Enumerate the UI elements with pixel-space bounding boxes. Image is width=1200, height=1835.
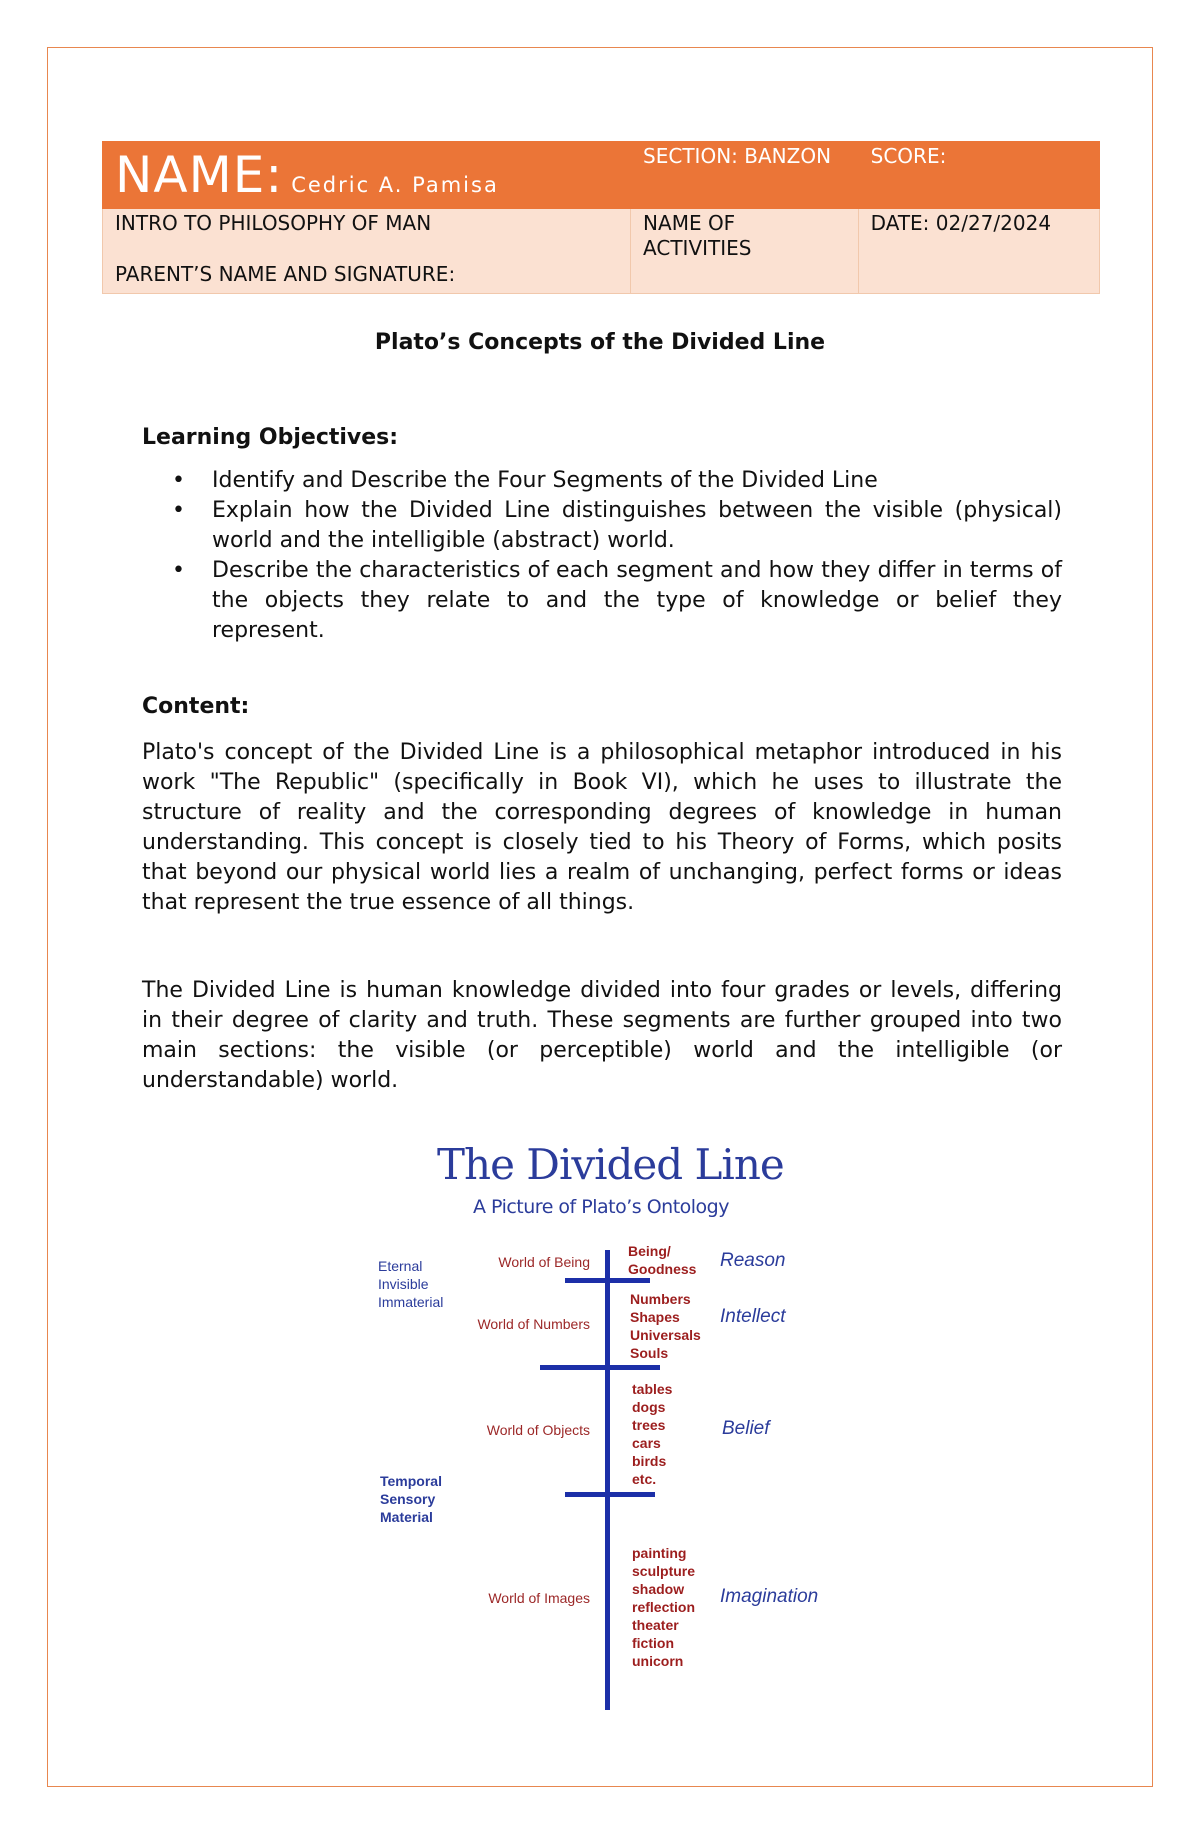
parent-signature-label: PARENT’S NAME AND SIGNATURE: [115, 262, 456, 286]
section-cell: SECTION: BANZON [631, 142, 859, 209]
name-label: NAME: [115, 146, 284, 204]
content-heading: Content: [142, 694, 250, 719]
divided-line-vertical [605, 1250, 610, 1710]
objective-text: Describe the characteristics of each segment and how they differ in terms of the objects they relate to and the type of knowledge or belief they represent. [212, 558, 1062, 643]
mode-belief: Belief [722, 1418, 770, 1439]
divided-line-divider-major [540, 1365, 660, 1370]
page-title: Plato’s Concepts of the Divided Line [374, 330, 826, 355]
divided-line-tick-being [565, 1278, 650, 1283]
list-item [142, 496, 1062, 556]
mode-reason: Reason [720, 1250, 786, 1271]
objectives-heading: Learning Objectives: [142, 425, 399, 450]
bullet-icon: • [172, 468, 185, 493]
examples-numbers: Numbers Shapes Universals Souls [630, 1291, 701, 1361]
divided-line-divider-minor [565, 1492, 655, 1497]
objectives-list [142, 466, 1062, 646]
world-of-numbers: World of Numbers [477, 1316, 590, 1332]
world-of-images: World of Images [488, 1590, 590, 1606]
examples-being: Being/ Goodness [628, 1243, 697, 1277]
header-table [102, 141, 1100, 294]
name-cell [103, 142, 631, 209]
examples-images: painting sculpture shadow reflection theater fiction unicorn [632, 1545, 696, 1669]
mode-imagination: Imagination [720, 1586, 819, 1607]
list-item [142, 556, 1062, 646]
world-of-objects: World of Objects [486, 1422, 590, 1438]
bullet-icon: • [172, 558, 185, 583]
date-cell: DATE: 02/27/2024 [858, 209, 1099, 294]
name-value: Cedric A. Pamisa [291, 173, 499, 197]
diagram-subtitle: A Picture of Plato’s Ontology [473, 1196, 729, 1218]
mode-intellect: Intellect [720, 1306, 786, 1327]
content-paragraph-1: Plato's concept of the Divided Line is a philosophical metaphor introduced in his work "The Republic" (specifically in Book VI), which he uses to illustrate the structure of reality and the corresponding degrees of knowledge in human understanding. This concept is closely tied to his Theory of Forms, which posits that beyond our physical world lies a realm of unchanging, perfect forms or ideas that represent the true essence of all things. [142, 740, 1062, 915]
examples-objects: tables dogs trees cars birds etc. [632, 1381, 673, 1487]
score-cell: SCORE: [858, 142, 1099, 209]
objective-text: Identify and Describe the Four Segments of the Divided Line [212, 468, 878, 493]
divided-line-diagram [360, 1140, 860, 1720]
bullet-icon: • [172, 498, 185, 523]
subject-cell [103, 209, 631, 294]
content-paragraph-2: The Divided Line is human knowledge divided into four grades or levels, differing in their degree of clarity and truth. These segments are further grouped into two main sections: the visible (or perceptible) world and the intelligible (or understandable) world. [142, 978, 1062, 1093]
activity-cell: NAME OF ACTIVITIES [631, 209, 859, 294]
subject-text: INTRO TO PHILOSOPHY OF MAN [115, 211, 432, 235]
objective-text: Explain how the Divided Line distinguishes between the visible (physical) world and the intelligible (abstract) world. [212, 498, 1062, 553]
diagram-title: The Divided Line [437, 1140, 784, 1189]
world-of-being: World of Being [498, 1254, 590, 1270]
label-temporal: Temporal Sensory Material [380, 1473, 442, 1525]
label-eternal: Eternal Invisible Immaterial [378, 1258, 444, 1310]
list-item [142, 466, 1062, 496]
